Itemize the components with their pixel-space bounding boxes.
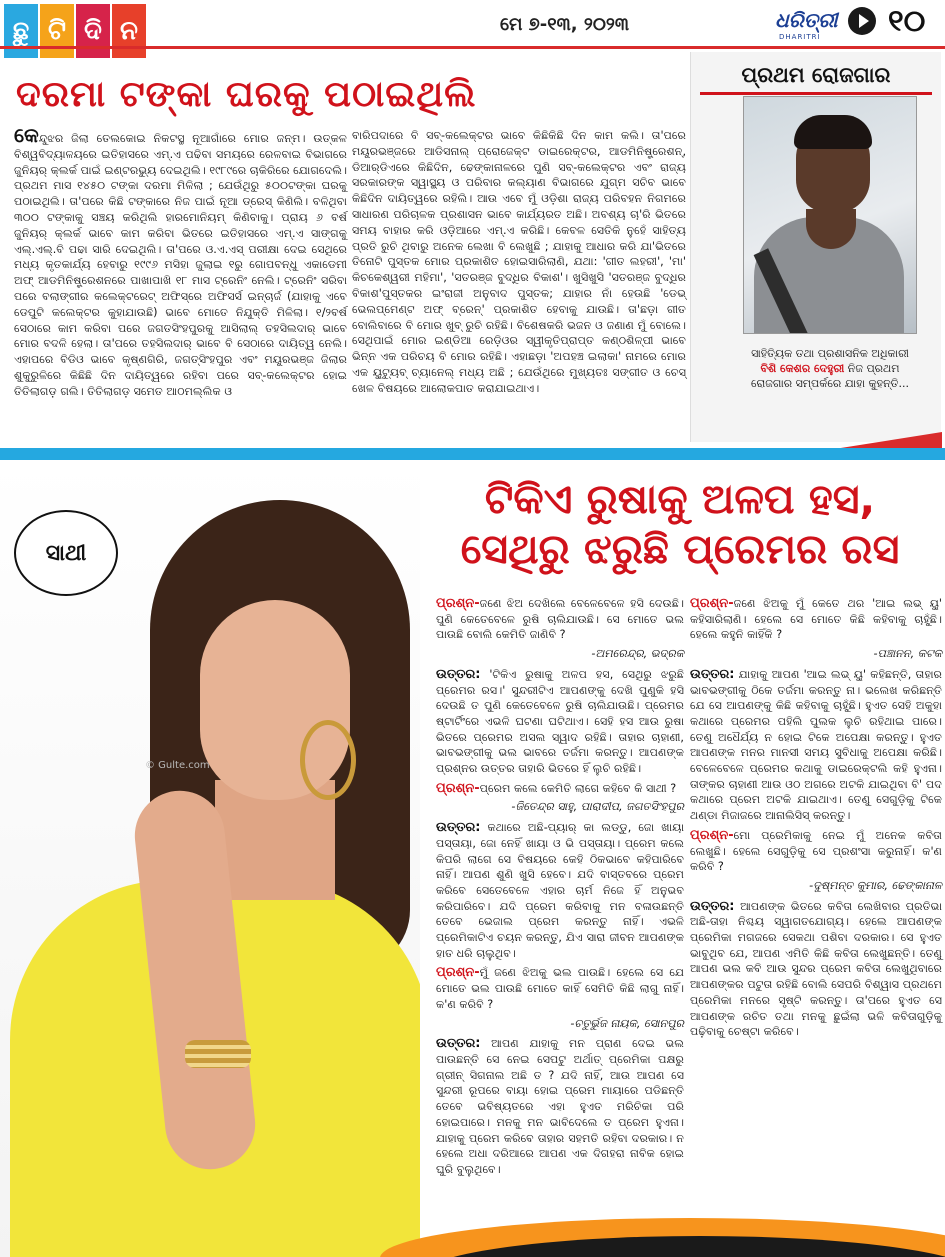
answer	[436, 1036, 684, 1177]
section-logo-tile-3: ଦି	[76, 4, 110, 58]
question-signature: -ଜିତେନ୍ଦ୍ର ସାହୁ, ପାରାଦୀପ, ଜଗତସିଂହପୁର	[511, 800, 684, 814]
answer-text: 'ଟିକିଏ ରୁଷାକୁ ଅଳପ ହସ, ସେଥିରୁ ଝରୁଛି ପ୍ରେମର ରସ।' ସୁନ୍ଦରୀଟିଏ ଆପଣଙ୍କୁ ଦେଖି ପୁଣୁକି ହସି ଦେଉଛି ତ ପୁଣି କେତେବେଳେ ରୁଷି ଚାଲିଯାଉଛି। ପ୍ରେମର ଷ୍ଟାର୍ଟିଂରେ ଏଭଳି ଘଟଣା ଘଟିଥାଏ। ସେହି ହସ ଆଉ ରୁଷା ଭିତରେ ପ୍ରେମର ଅସଲ ସ୍ୱାଦ ରହିଛି। ତାହାର ଚାହାଣୀ, ଭାବଭଙ୍ଗୀକୁ ଭଲ ଭାବରେ ତର୍ଜମା କରନ୍ତୁ। ଆପଣଙ୍କ ପ୍ରଶ୍ନର ଉତ୍ତର ତାହାରି ଭିତରେ ହିଁ ଲୁଚି ରହିଛି।	[436, 667, 684, 776]
issue-date: ମେ ୭-୧୩, ୨୦୨୩	[500, 14, 629, 35]
answer-label: ଉତ୍ତର:	[436, 820, 481, 836]
question-text: ମୁଁ ଜଣେ ଝିଅକୁ ଭଲ ପାଉଛି। ହେଲେ ସେ ଯେ ମୋତେ ଭଲ ପାଉଛି ମୋତେ କାହିଁ ସେମିତି କିଛି ଲାଗୁ ନାହିଁ। କ'ଣ କରିବି ?	[436, 966, 684, 1011]
brand-logo: ଧରିତ୍ରୀ	[775, 8, 838, 32]
answer	[690, 899, 942, 1040]
story1-column-2: ବାରିପଦାରେ ବି ସବ୍‌-କଲେକ୍ଟର ଭାବେ କିଛିକିଛି ଦିନ କାମ କଲି। ତା'ପରେ ମୟୂରଭଞ୍ଜରେ ଆଡିସନାଲ୍‌ ପ୍ରୋଜେକ୍ଟ ଡାଇରେକ୍ଟର, ଆଡମିନିଷ୍ଟ୍ରେଶନ୍‌, ଡିଆର୍‌ଡିଏରେ କିଛିଦିନ, ଢେଙ୍କାନାଳରେ ପୁଣି ସବ୍‌-କଲେକ୍ଟର ଏବଂ ରାଜ୍ୟ ସରକାରଙ୍କ ସ୍ୱାସ୍ଥ୍ୟ ଓ ପରିବାର କଲ୍ୟାଣ ବିଭାଗରେ ଯୁଗ୍ମ ସଚିବ ଭାବେ କିଛିଦିନ ଦାୟିତ୍ୱରେ ରହିଲି। ଆଉ ଏବେ ମୁଁ ଓଡ଼ିଶା ରାଜ୍ୟ ପରିବହନ ନିଗମରେ ସାଧାରଣ ପରିଚାଳକ ପ୍ରଶାସନ ଭାବେ କାର୍ଯ୍ୟରତ ଅଛି। ଅବଶ୍ୟ ଚା'ରି ଭିତରେ ସମୟ ବାହାର କରି ଓଡ଼ିଆରେ ଏମ୍‌.ଏ କରିଛି। କେବଳ ସେତିକି ନୁହେଁ ସାହିତ୍ୟ ପ୍ରତି ରୁଚି ଥିବାରୁ ଅନେକ ଲେଖା ବି ଲେଖୁଛି ; ଯାହାକୁ ଆଧାର କରି ଯା'ଭିତରେ ତିନୋଟି ପୁସ୍ତକ ମୋର ପ୍ରକାଶିତ ହୋଇସାରିଲାଣି, ଯଥା: 'ଗୀତ ଲହରୀ', 'ମା' କିଚକେଶ୍ୱରୀ ମହିମା', 'ସତରଞ୍ଜ ବୁଦ୍ଧିର ବିକାଶ'। ଖୁସିଖୁସି 'ସତରଞ୍ଜ ବୁଦ୍ଧିର ବିକାଶ'ପୁସ୍ତକର ଇଂରାଜୀ ଅନୁବାଦ ପୁସ୍ତକ; ଯାହାର ନାଁ ହେଉଛି 'ଡେଭ୍‌ ଭେଲପ୍‌ମେଣ୍ଟ ଅଫ୍‌ ବ୍ରେନ୍‌' ପ୍ରକାଶିତ ହେବାକୁ ଯାଉଛି। ତା'ଛଡ଼ା ଗୀତ ବୋଲିବାରେ ବି ମୋର ଖୁବ୍‌ ରୁଚି ରହିଛି। ବିଶେଷକରି ଭଜନ ଓ ଜଣାଣ ମୁଁ ବୋଲେ। ସେଥିପାଇଁ ମୋର ଇଣ୍ଡିଆ ରେଡ଼ିଓର ସ୍ୱୀକୃତିପ୍ରାପ୍ତ କଣ୍ଠଶିଳ୍ପୀ ଭାବେ ଭିନ୍ନ ଏକ ପରିଚୟ ବି ମୋର ରହିଛି। ଏହାଛଡ଼ା 'ଅପହଞ୍ଚ ଇଲାକା' ନାମରେ ମୋର ଏକ ୟୁଟ୍ୟୁବ୍‌ ଚ୍ୟାନେଲ୍‌ ମଧ୍ୟ ଅଛି ; ଯେଉଁଥିରେ ମୁଖ୍ୟତଃ ସଙ୍ଗୀତ ଓ ଚେସ୍‌ ଖେଳ ବିଷୟରେ ଆଲୋକପାତ କରାଯାଇଥାଏ।	[352, 129, 686, 395]
section-logo-tile-4: ନ	[112, 4, 146, 58]
section-logo-tile-1: ଛୁ	[4, 4, 38, 58]
question-signature: -ଦୁଷ୍ମନ୍ତ କୁମାର, ଢେଙ୍କାନାଳ	[809, 878, 942, 892]
answer-label: ଉତ୍ତର:	[690, 898, 735, 914]
question-signature: -ଅମରେନ୍ଦ୍ର, ଭଦ୍ରକ	[591, 647, 684, 661]
question-text: ମୋ ପ୍ରେମିକାକୁ ନେଇ ମୁଁ ଅନେକ କବିତା ଲେଖୁଛି। ହେଲେ ସେଗୁଡ଼ିକୁ ସେ ପ୍ରଶଂସା କରୁନାହିଁ। କ'ଣ କରିବି ?	[690, 828, 942, 874]
question-signature: -ପଞ୍ଚାନନ, କଟକ	[873, 647, 942, 661]
question-label: ପ୍ରଶ୍ନ-	[436, 780, 480, 796]
play-icon	[848, 7, 876, 35]
question	[436, 781, 684, 797]
sathi-headline	[420, 474, 940, 574]
photo-watermark: © Gulte.com	[145, 760, 210, 771]
answer-label: ଉତ୍ତର:	[436, 666, 481, 682]
story1-column-1	[14, 123, 347, 400]
caption-post: ନିଜ ପ୍ରଥମ ରୋଜଗାର ସମ୍ପର୍କରେ ଯାହା କୁହନ୍ତି...	[750, 362, 910, 390]
answer	[690, 667, 942, 824]
question	[690, 828, 942, 875]
answer	[436, 820, 684, 961]
sathi-headline-line-2: ସେଥିରୁ ଝରୁଛି ପ୍ରେମର ରସ	[460, 525, 900, 573]
answer-label: ଉତ୍ତର:	[690, 666, 735, 682]
answer-label: ଉତ୍ତର:	[436, 1036, 481, 1052]
brand-logo-subtext: DHARITRI	[779, 33, 821, 41]
sathi-column-2	[690, 596, 942, 1044]
question-signature: -ଚତୁର୍ଭୁଜ ନାୟକ, ସୋନପୁର	[570, 1016, 684, 1030]
question	[436, 596, 684, 643]
caption-name: ବିଶି କେଶର ଦେହୁରୀ	[760, 362, 845, 375]
answer-text: ଆପଣ ଯାହାକୁ ମନ ପ୍ରାଣ ଦେଇ ଭଲ ପାଉଛନ୍ତି ସେ ନେଇ ସେପଟୁ ଅର୍ଥାତ୍‌ ପ୍ରେମିକା ପକ୍ଷରୁ ଗ୍ରୀନ୍‌ ସିଗନାଲ ଅଛି ତ ? ଯଦି ନାହିଁ, ଆଉ ଆପଣ ସେ ସୁନ୍ଦରୀ ରୂପରେ ବାୟା ହୋଇ ପ୍ରେମ ମାୟାରେ ପଡିଛନ୍ତି ତେବେ ଭବିଷ୍ୟତରେ ଏହା ହୁଏତ ମରିଚିକା ପରି ହୋଇପାରେ। ମନକୁ ମନ ଭାବିଦେଲେ ତ ପ୍ରେମ ହୁଏନା। ଯାହାକୁ ପ୍ରେମ କରିବେ ତାହାର ସହମତି ରହିବା ଦରକାର। ନ ହେଲେ ଅଧା ଦରିଆରେ ଆପଣ ଏକ ଦିଗହରା ନାବିକ ହୋଇ ଘୁରି ବୁଲୁଥିବେ।	[436, 1037, 685, 1176]
sathi-headline-line-1: ଟିକିଏ ରୁଷାକୁ ଅଳପ ହସ,	[484, 475, 876, 523]
section-logo-tile-2: ଟି	[40, 4, 74, 58]
question-text: ପ୍ରେମ କଲେ କେମିତି ଲାଗେ କହିବେ କି ସାଥୀ ?	[479, 781, 677, 795]
answer-text: କଥାରେ ଅଛି-ପ୍ୟାର୍‌ କା ଲଡ୍ଡୁ, ଜୋ ଖାୟା ପସ୍ତାୟା, ଜୋ ନେହିଁ ଖାୟା ଓ ଭି ପସ୍ତାୟା। ପ୍ରେମ କଲେ କିପରି ଲାଗେ ସେ ବିଷୟରେ କେହି ଠିକଭାବେ କହିପାରିବେ ନାହିଁ। ଆପଣ ଶୁଣି ଖୁସି ହେବେ। ଯଦି ବାସ୍ତବରେ ପ୍ରେମ କରିବେ ସେତେବେଳେ ଏହାର ଚାର୍ମ ନିଜେ ହିଁ ଅନୁଭବ କରିପାରିବେ। ଯଦି ପ୍ରେମ କରିବାକୁ ମନ ବଳାଉଛନ୍ତି ତେବେ ଭେଜାଲ ପ୍ରେମ କରନ୍ତୁ ନାହିଁ। ଏଭଳି ପ୍ରେମିକାଟିଏ ଚୟନ କରନ୍ତୁ, ଯିଏ ସାରା ଜୀବନ ଆପଣଙ୍କ ହାତ ଧରି ଚାଲୁଥିବ।	[436, 821, 684, 960]
first-earning-title: ପ୍ରଥମ ରୋଜଗାର	[700, 58, 932, 95]
sathi-label: ସାଥୀ	[14, 510, 118, 596]
author-caption	[744, 346, 916, 391]
section-divider-band	[0, 448, 945, 460]
question-text: ଜଣେ ଝିଅ ଦେଖିଲେ ବେଳେବେଳେ ହସି ଦେଉଛି। ପୁଣି କେତେବେଳେ ରୁଷି ଚାଲିଯାଉଛି। ସେ ମୋତେ ଭଲ ପାଉଛି ବୋଲି କେମିତି ଜାଣିବି ?	[436, 597, 684, 642]
answer	[436, 667, 684, 777]
question-label: ପ୍ରଶ୍ନ-	[690, 827, 734, 843]
answer-text: ଆପଣଙ୍କ ଭିତରେ କବିତା ଲେଖିବାର ପ୍ରତିଭା ଅଛି-ତାହା ନିଶ୍ଚୟ ସ୍ୱାଗତଯୋଗ୍ୟ। ହେଲେ ଆପଣଙ୍କ ପ୍ରେମିକା ମଗଜରେ ସେକଥା ପଶିବା ଦରକାର। ସେ ହୁଏତ ଭାବୁଥିବ ଯେ, ଆପଣ ଏମିତି କିଛି କବିତା ଲେଖୁଛନ୍ତି। ତେଣୁ ଆପଣ ଭଲ କବି ଆଉ ସୁନ୍ଦର ପ୍ରେମ କବିତା ଲେଖୁଥିବାରେ ଆପଣଙ୍କର ପଟୁତା ରହିଛି ବୋଲି ସେପରି ବିଶ୍ୱାସ ପ୍ରଥମେ ପ୍ରେମିକା ମନରେ ସୃଷ୍ଟି କରନ୍ତୁ। ତା'ପରେ ହୁଏତ ସେ ଆପଣଙ୍କ ରଚିତ ତଥା ମନକୁ ଛୁଇଁଲା ଭଳି କବିତାଗୁଡ଼ିକୁ ପଢ଼ିବାକୁ ଚେଷ୍ଟା କରିବେ।	[690, 899, 942, 1039]
story1-headline: ଦରମା ଟଙ୍କା ଘରକୁ ପଠାଇଥିଲି	[16, 74, 477, 115]
question-label: ପ୍ରଶ୍ନ-	[436, 965, 480, 981]
answer-text: ଯାହାକୁ ଆପଣ 'ଆଇ ଲଭ୍‌ ୟୁ' କହିଛନ୍ତି, ତାହାର ଭାବଭଙ୍ଗୀକୁ ଠିକେ ତର୍ଜମା କରନ୍ତୁ ନା। ଭଲେଖ କରିଛନ୍ତି ଯେ ସେ ଆପଣଙ୍କୁ କିଛି କହିବାକୁ ଚାହୁଁଛି। ହୁଏତ ସେହି ଅକୁହା କଥାରେ ପ୍ରେମର ପହିଲି ପୁଲକ ଲୁଚି ରହିଥାଇ ପାରେ। ତେଣୁ ଅଧୈର୍ଯ୍ୟ ନ ହୋଇ ଟିକେ ଅପେକ୍ଷା କରନ୍ତୁ। ହୁଏତ ଆପଣଙ୍କ ମନର ମାନସୀ ସମୟ ସୁବିଧାକୁ ଅପେକ୍ଷା କରିଛି। ବେଳେବେଳେ ପ୍ରେମର କଥାକୁ ଡାଇରେକ୍ଟଲି କହି ହୁଏନା। ତାଙ୍କର ଚାହାଣୀ ଆଉ ଓଠ ଅଗରେ ଅଟକି ଯାଇଥିବା ବି' ପଦ କଥାରେ ପ୍ରେମ ଅଟକି ଯାଇଥାଏ। ତେଣୁ ସେଗୁଡ଼ିକୁ ଟିକେ ଥଣ୍ଡା ମିଜାଜରେ ଆନାଲିସିସ୍‌ କରନ୍ତୁ।	[690, 667, 942, 823]
page-number: ୧୦	[888, 4, 926, 39]
top-rule	[0, 46, 945, 49]
question-label: ପ୍ରଶ୍ନ-	[690, 596, 734, 611]
question-label: ପ୍ରଶ୍ନ-	[436, 596, 480, 611]
story1-dropcap: କେ	[14, 123, 39, 147]
question	[436, 965, 684, 1012]
question	[690, 596, 942, 643]
question-text: ଜଣେ ଝିଅକୁ ମୁଁ କେତେ ଥର 'ଆଇ ଲଭ୍‌ ୟୁ' କହିସାରିଲାଣି। ହେଲେ ସେ ମୋତେ କିଛି କହିବାକୁ ଚାହୁଁଛି। ହେଲେ କହୁନି କାହିଁକି ?	[690, 597, 942, 642]
sathi-column-1	[436, 596, 684, 1182]
bottom-decoration	[0, 1218, 945, 1257]
story1-column-1-text: ନ୍ଦୁଝର ଜିଲା ତେଲକୋଇ ନିକଟସ୍ଥ ନୂଆଗାଁରେ ମୋର ଜନ୍ମ। ଉତ୍କଳ ବିଶ୍ୱବିଦ୍ୟାଳୟରେ ଇତିହାସରେ ଏମ୍‌.ଏ ପଢିବା ସମୟରେ ରେଳବାଇ ବିଭାଗରେ ଜୁନିୟର୍‌ କ୍ଲର୍କ ପାଇଁ ଇଣ୍ଟରଭ୍ୟୁ ଦେଇଥିଲି। ୧୯୮୯ରେ ଚାକିରିରେ ଯୋଗଦେଲି। ପ୍ରଥମ ମାସ ୧୪୫୦ ଟଙ୍କା ଦରମା ମିଳିଲା ; ଯେଉଁଥିରୁ ୫୦୦ଟଙ୍କା ଘରକୁ ପଠାଇଥିଲି। ତା'ପରେ କିଛି ଟଙ୍କାରେ ନିଜ ପାଇଁ ନୂଆ ଡ୍ରେସ୍‌ କିଣିଲି। ବଳିଥିବା ୩୦୦ ଟଙ୍କାକୁ ସଞ୍ଚୟ କରିଥିଲି ହାରମୋନିୟମ୍‌ କିଣିବାକୁ। ପ୍ରାୟ ୬ ବର୍ଷ ଜୁନିୟର୍‌ କ୍ଲର୍କ ଭାବେ କାମ କରିବା ଭିତରେ ଇତିହାସରେ ଏମ୍‌.ଏ ସାଙ୍ଗକୁ ଏଲ୍‌.ଏଲ୍‌.ବି ପଢା ସାରି ଦେଇଥିଲି। ତା'ପରେ ଓ.ଏ.ଏସ୍‌ ପରୀକ୍ଷା ଦେଇ ସେଥିରେ ମଧ୍ୟ କୃତକାର୍ଯ୍ୟ ହେବାରୁ ୧୯୯୬ ମସିହା ଜୁଲାଇ ୧ରୁ ଗୋପବନ୍ଧୁ ଏକାଡେମୀ ଅଫ୍‌ ଆଡମିନିଷ୍ଟ୍ରେଶନରେ ପାଖାପାଖି ୧୮ ମାସ ଟ୍ରେନିଂ ନେଲି। ଟ୍ରେନିଂ ସରିବା ପରେ ବଲାଙ୍ଗୀର କଲେକ୍ଟରେଟ୍‌ ଅଫିସ୍‌ରେ ଅଫିସର୍ସ ଇନ୍‌ଚାର୍ଜ (ଯାହାକୁ ଏବେ ଡେପୁଟି କଲେକ୍ଟର କୁହାଯାଉଛି) ଭାବେ ମୋତେ ନିଯୁକ୍ତି ମିଳିଲା। ୧/୨ବର୍ଷ ସେଠାରେ କାମ କରିବା ପରେ ଜଗତସିଂହପୁରକୁ ଆସିଲାଲ୍‌ ତହସିଲଦାର୍‌ ଭାବେ ମୋର ବଦଳି ହେଲା। ତା'ପରେ ତହସିଲଦାର୍‌ ଭାବେ ବି ସେଠାରେ ଦାୟିତ୍ୱ ନେଲି। ଏହାପରେ ବିଡିଓ ଭାବେ କୃଷ୍ଣଗିରି, ଜଗତ୍‌ସିଂହପୁର ଏବଂ ମୟୂରଭଞ୍ଜ ଜିଲାର ଶୁକୁରୁଳିରେ କିଛିଛି ଦିନ ଦାୟିତ୍ୱରେ ରହିବା ପରେ ସବ୍‌-କଲେକ୍ଟର ହୋଇ ତିତିଲାଗଡ଼ ଗଲି। ତିତିଲାଗଡ଼ ସମେତ ଆଠମଲ୍ଲିକ ଓ	[14, 132, 347, 398]
author-photo	[743, 96, 917, 334]
caption-pre: ସାହିତ୍ୟିକ ତଥା ପ୍ରଶାସନିକ ଅଧିକାରୀ	[751, 347, 909, 360]
